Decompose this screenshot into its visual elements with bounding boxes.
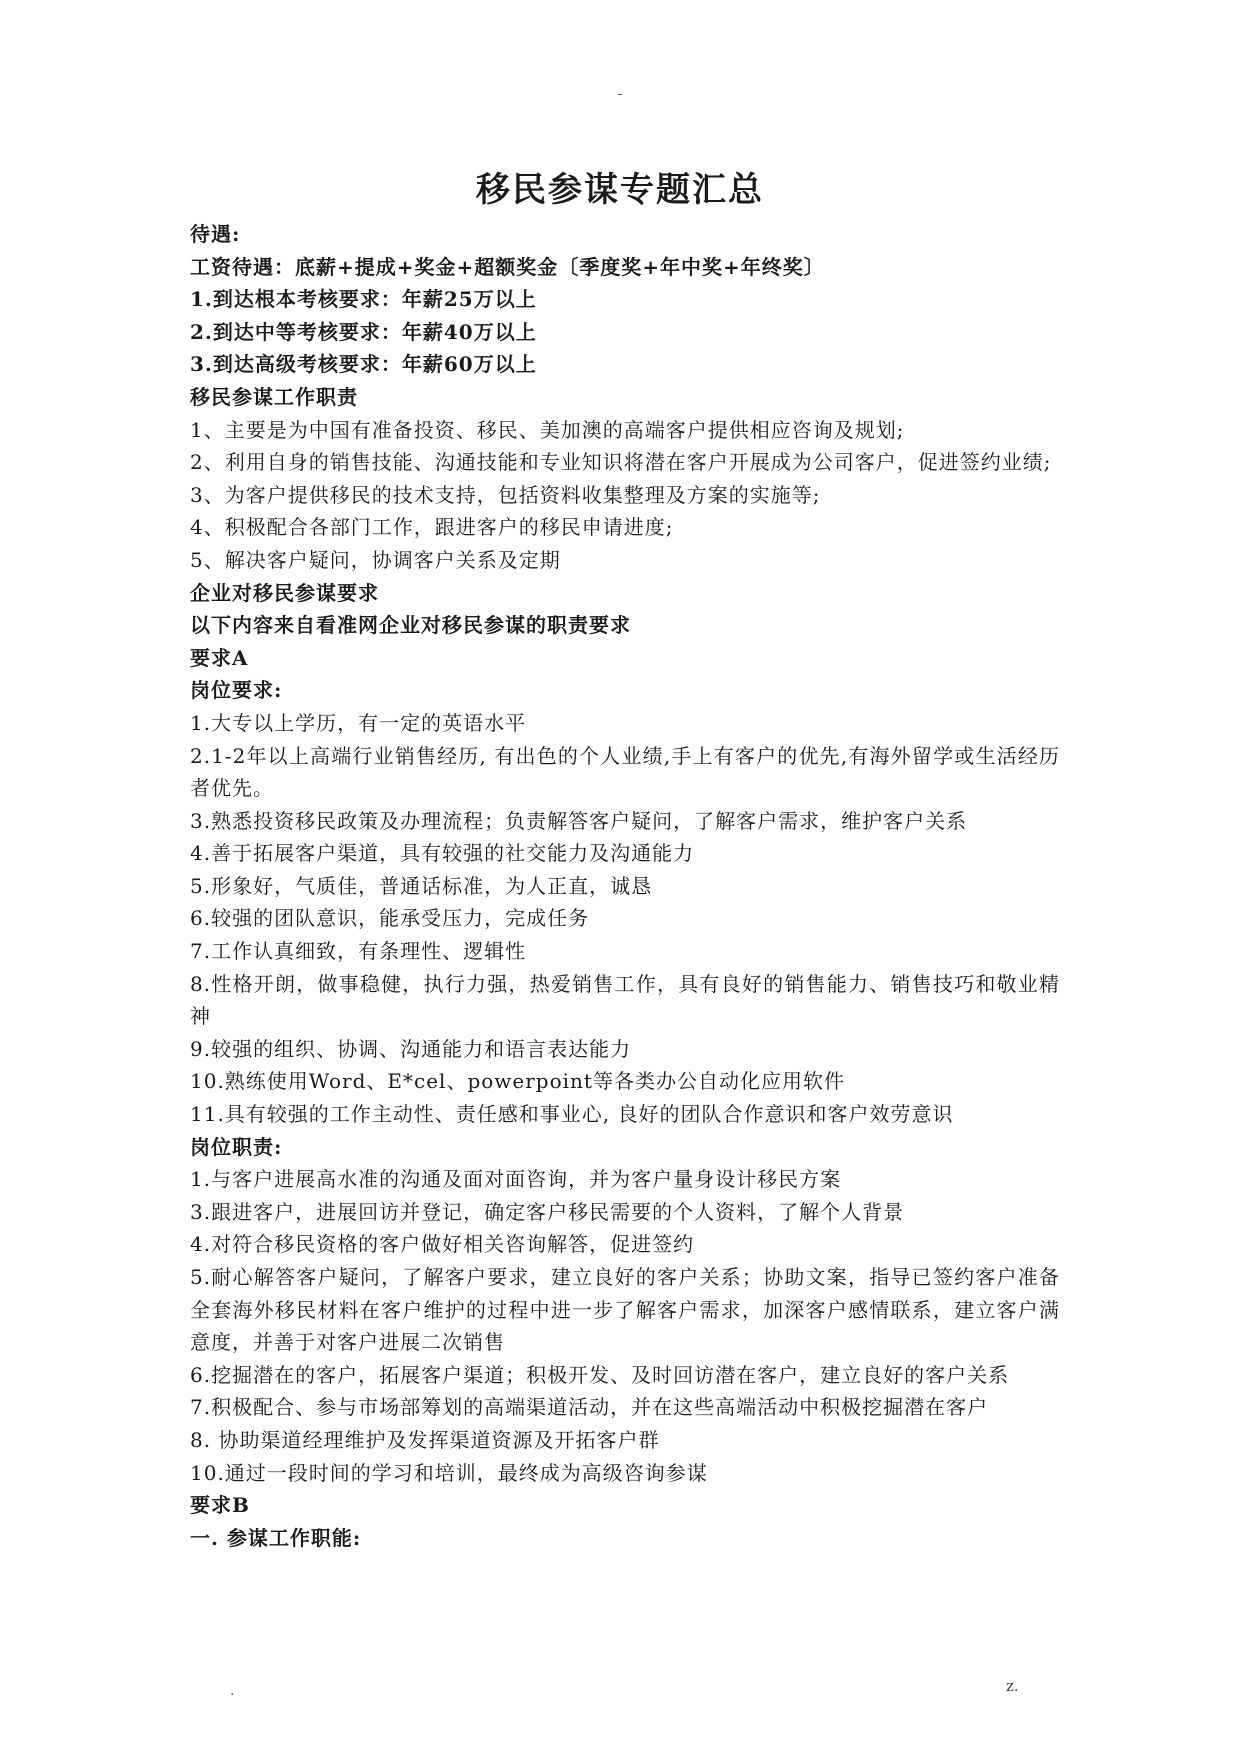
footer-left-mark: .: [230, 1683, 235, 1699]
enterprise-source: 以下内容来自看准网企业对移民参谋的职责要求: [190, 613, 631, 638]
post-requirements-heading: 岗位要求:: [190, 678, 283, 703]
post-requirement-item: 4.善于拓展客户渠道，具有较强的社交能力及沟通能力: [190, 841, 695, 866]
requirement-a-heading: 要求A: [190, 645, 249, 670]
page-title: 移民参谋专题汇总: [476, 170, 764, 210]
post-requirement-item: 9.较强的组织、协调、沟通能力和语言表达能力: [190, 1036, 632, 1061]
requirement-b-subheading: 一. 参谋工作职能:: [190, 1525, 362, 1550]
duty-item: 4、积极配合各部门工作，跟进客户的移民申请进度;: [190, 515, 674, 540]
post-duty-item: 7.积极配合、参与市场部筹划的高端渠道活动，并在这些高端活动中积极挖掘潜在客户: [190, 1395, 989, 1420]
post-requirement-item: 10.熟练使用Word、E*cel、powerpoint等各类办公自动化应用软件: [190, 1069, 845, 1094]
post-requirement-item: 11.具有较强的工作主动性、责任感和事业心, 良好的团队合作意识和客户效劳意识: [190, 1102, 954, 1127]
post-duty-item: 10.通过一段时间的学习和培训，最终成为高级咨询参谋: [190, 1460, 708, 1485]
salary-level: 2.到达中等考核要求：年薪40万以上: [190, 319, 537, 344]
duty-item: 2、利用自身的销售技能、沟通技能和专业知识将潜在客户开展成为公司客户，促进签约业绩;: [190, 450, 1052, 475]
post-duty-item: 5.耐心解答客户疑问，了解客户要求，建立良好的客户关系；协助文案，指导已签约客户准备全套海外移民材料在客户维护的过程中进一步了解客户需求，加深客户感情联系，建立客户满意度，并善于对客户进展二次销售: [190, 1265, 1060, 1355]
duty-item: 1、主要是为中国有准备投资、移民、美加澳的高端客户提供相应咨询及规划;: [190, 417, 905, 442]
footer-right-mark: z.: [1006, 1677, 1019, 1695]
duties-heading: 移民参谋工作职责: [190, 384, 358, 409]
salary-level: 1.到达根本考核要求：年薪25万以上: [190, 287, 537, 312]
duty-item: 5、解决客户疑问，协调客户关系及定期: [190, 547, 561, 572]
duty-item: 3、为客户提供移民的技术支持，包括资料收集整理及方案的实施等;: [190, 482, 821, 507]
post-requirement-item: 8.性格开朗，做事稳健，执行力强，热爱销售工作，具有良好的销售能力、销售技巧和敬业精神: [190, 971, 1060, 1029]
salary-summary: 工资待遇：底薪+提成+奖金+超额奖金〔季度奖+年中奖+年终奖〕: [190, 254, 825, 279]
post-requirement-item: 1.大专以上学历，有一定的英语水平: [190, 710, 527, 735]
post-requirement-item: 5.形象好，气质佳，普通话标准，为人正直，诚恳: [190, 873, 653, 898]
post-requirement-item: 2.1-2年以上高端行业销售经历, 有出色的个人业绩,手上有客户的优先,有海外留学或生活经历者优先。: [190, 743, 1060, 801]
salary-level: 3.到达高级考核要求：年薪60万以上: [190, 352, 537, 377]
post-duty-item: 1.与客户进展高水准的沟通及面对面咨询，并为客户量身设计移民方案: [190, 1167, 842, 1192]
post-duty-item: 6.挖掘潜在的客户，拓展客户渠道；积极开发、及时回访潜在客户，建立良好的客户关系: [190, 1362, 1010, 1387]
post-requirement-item: 7.工作认真细致，有条理性、逻辑性: [190, 939, 527, 964]
header-mark: -: [617, 86, 623, 102]
salary-heading: 待遇:: [190, 222, 241, 246]
post-duties-heading: 岗位职责:: [190, 1134, 283, 1159]
post-requirement-item: 6.较强的团队意识，能承受压力，完成任务: [190, 906, 590, 931]
post-requirement-item: 3.熟悉投资移民政策及办理流程；负责解答客户疑问，了解客户需求，维护客户关系: [190, 808, 968, 833]
enterprise-heading: 企业对移民参谋要求: [190, 580, 379, 605]
post-duty-item: 8. 协助渠道经理维护及发挥渠道资源及开拓客户群: [190, 1427, 660, 1452]
document-body: [190, 218, 1060, 1554]
post-duty-item: 3.跟进客户，进展回访并登记，确定客户移民需要的个人资料，了解个人背景: [190, 1199, 905, 1224]
requirement-b-heading: 要求B: [190, 1493, 250, 1518]
post-duty-item: 4.对符合移民资格的客户做好相关咨询解答，促进签约: [190, 1232, 695, 1257]
